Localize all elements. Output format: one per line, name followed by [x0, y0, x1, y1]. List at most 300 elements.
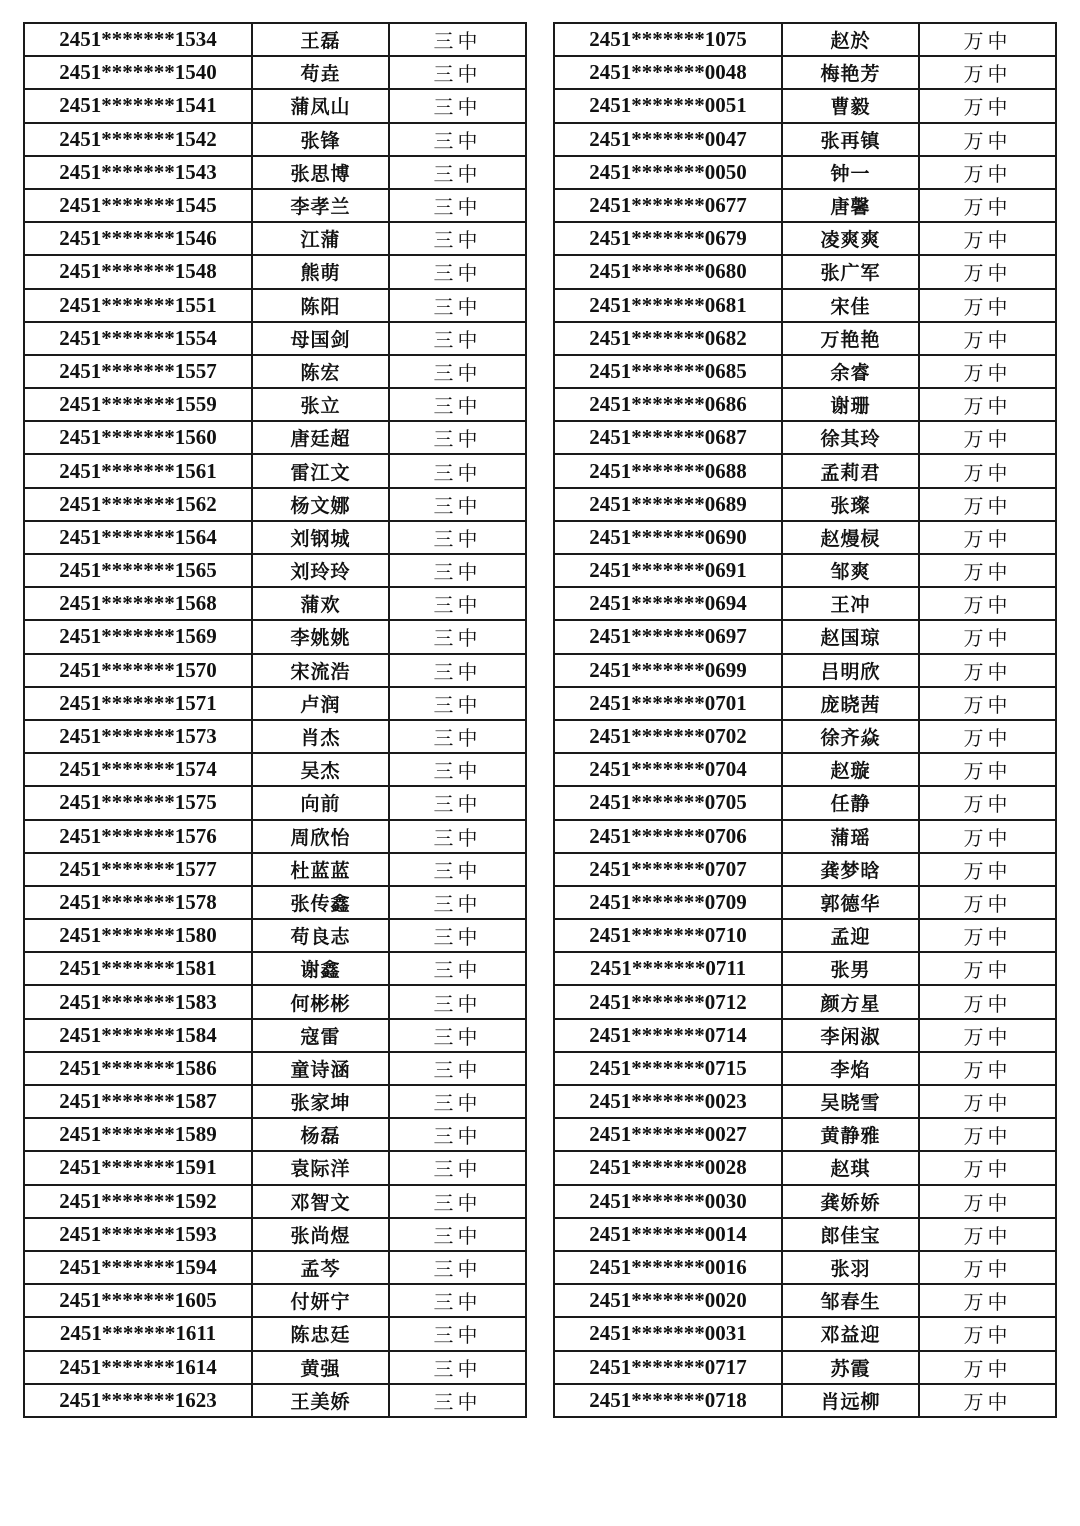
- school-cell: 三中: [389, 289, 526, 322]
- name-cell: 周欣怡: [252, 820, 389, 853]
- table-row: [554, 587, 1056, 620]
- table-row: [554, 1251, 1056, 1284]
- id-cell: 2451*******1623: [24, 1384, 252, 1417]
- table-row: [24, 853, 526, 886]
- name-cell: 凌爽爽: [782, 222, 919, 255]
- school-cell: 三中: [389, 1284, 526, 1317]
- table-row: [24, 753, 526, 786]
- school-cell: 万中: [919, 421, 1056, 454]
- school-cell: 万中: [919, 56, 1056, 89]
- table-row: [24, 1085, 526, 1118]
- id-cell: 2451*******0030: [554, 1185, 782, 1218]
- id-cell: 2451*******0709: [554, 886, 782, 919]
- id-cell: 2451*******0050: [554, 156, 782, 189]
- id-cell: 2451*******0691: [554, 554, 782, 587]
- id-cell: 2451*******1573: [24, 720, 252, 753]
- table-row: [554, 952, 1056, 985]
- school-cell: 三中: [389, 1019, 526, 1052]
- name-cell: 刘钢城: [252, 521, 389, 554]
- school-cell: 万中: [919, 1085, 1056, 1118]
- name-cell: 蒲瑶: [782, 820, 919, 853]
- table-row: [554, 255, 1056, 288]
- name-cell: 陈阳: [252, 289, 389, 322]
- table-row: [554, 355, 1056, 388]
- school-cell: 万中: [919, 952, 1056, 985]
- id-cell: 2451*******0707: [554, 853, 782, 886]
- name-cell: 徐其玲: [782, 421, 919, 454]
- id-cell: 2451*******1540: [24, 56, 252, 89]
- id-cell: 2451*******0014: [554, 1218, 782, 1251]
- name-cell: 张男: [782, 952, 919, 985]
- name-cell: 任静: [782, 786, 919, 819]
- table-row: [24, 919, 526, 952]
- school-cell: 三中: [389, 1052, 526, 1085]
- school-cell: 三中: [389, 23, 526, 56]
- name-cell: 母国剑: [252, 322, 389, 355]
- name-cell: 雷江文: [252, 454, 389, 487]
- school-cell: 万中: [919, 820, 1056, 853]
- name-cell: 张再镇: [782, 123, 919, 156]
- id-cell: 2451*******0711: [554, 952, 782, 985]
- id-cell: 2451*******0706: [554, 820, 782, 853]
- table-row: [24, 654, 526, 687]
- name-cell: 梅艳芳: [782, 56, 919, 89]
- name-cell: 谢鑫: [252, 952, 389, 985]
- id-cell: 2451*******1589: [24, 1118, 252, 1151]
- id-cell: 2451*******0016: [554, 1251, 782, 1284]
- table-row: [24, 322, 526, 355]
- id-cell: 2451*******1587: [24, 1085, 252, 1118]
- school-cell: 三中: [389, 919, 526, 952]
- school-cell: 三中: [389, 886, 526, 919]
- table-row: [554, 289, 1056, 322]
- table-row: [24, 952, 526, 985]
- table-row: [24, 189, 526, 222]
- school-cell: 三中: [389, 786, 526, 819]
- school-cell: 三中: [389, 1251, 526, 1284]
- id-cell: 2451*******0704: [554, 753, 782, 786]
- id-cell: 2451*******0690: [554, 521, 782, 554]
- table-row: [24, 687, 526, 720]
- id-cell: 2451*******0028: [554, 1151, 782, 1184]
- table-row: [24, 1118, 526, 1151]
- id-cell: 2451*******0677: [554, 189, 782, 222]
- school-cell: 万中: [919, 786, 1056, 819]
- school-cell: 万中: [919, 322, 1056, 355]
- name-cell: 刘玲玲: [252, 554, 389, 587]
- school-cell: 三中: [389, 322, 526, 355]
- name-cell: 赵熳棂: [782, 521, 919, 554]
- school-cell: 三中: [389, 1384, 526, 1417]
- id-cell: 2451*******1586: [24, 1052, 252, 1085]
- school-cell: 三中: [389, 156, 526, 189]
- id-cell: 2451*******1559: [24, 388, 252, 421]
- table-row: [554, 1185, 1056, 1218]
- table-row: [554, 919, 1056, 952]
- name-cell: 江蒲: [252, 222, 389, 255]
- table-row: [24, 355, 526, 388]
- table-row: [554, 189, 1056, 222]
- table-row: [554, 1317, 1056, 1350]
- school-cell: 万中: [919, 123, 1056, 156]
- name-cell: 王美娇: [252, 1384, 389, 1417]
- id-cell: 2451*******1578: [24, 886, 252, 919]
- name-cell: 黄强: [252, 1351, 389, 1384]
- school-cell: 三中: [389, 89, 526, 122]
- name-cell: 张羽: [782, 1251, 919, 1284]
- table-row: [24, 222, 526, 255]
- name-cell: 颜方星: [782, 985, 919, 1018]
- name-cell: 蒲凤山: [252, 89, 389, 122]
- id-cell: 2451*******1592: [24, 1185, 252, 1218]
- table-row: [554, 886, 1056, 919]
- name-cell: 杨文娜: [252, 488, 389, 521]
- id-cell: 2451*******0697: [554, 620, 782, 653]
- name-cell: 张传鑫: [252, 886, 389, 919]
- table-row: [554, 1351, 1056, 1384]
- school-cell: 万中: [919, 255, 1056, 288]
- name-cell: 陈宏: [252, 355, 389, 388]
- id-cell: 2451*******0712: [554, 985, 782, 1018]
- school-cell: 万中: [919, 488, 1056, 521]
- name-cell: 王冲: [782, 587, 919, 620]
- school-cell: 万中: [919, 1251, 1056, 1284]
- table-row: [24, 89, 526, 122]
- name-cell: 赵於: [782, 23, 919, 56]
- id-cell: 2451*******1577: [24, 853, 252, 886]
- name-cell: 庞晓茜: [782, 687, 919, 720]
- school-cell: 万中: [919, 919, 1056, 952]
- name-cell: 张立: [252, 388, 389, 421]
- school-cell: 三中: [389, 985, 526, 1018]
- name-cell: 邓益迎: [782, 1317, 919, 1350]
- school-cell: 三中: [389, 753, 526, 786]
- school-cell: 三中: [389, 1218, 526, 1251]
- table-row: [24, 1019, 526, 1052]
- name-cell: 陈忠廷: [252, 1317, 389, 1350]
- id-cell: 2451*******1569: [24, 620, 252, 653]
- id-cell: 2451*******1591: [24, 1151, 252, 1184]
- id-cell: 2451*******1545: [24, 189, 252, 222]
- school-cell: 万中: [919, 388, 1056, 421]
- id-cell: 2451*******1548: [24, 255, 252, 288]
- school-cell: 三中: [389, 853, 526, 886]
- name-cell: 肖远柳: [782, 1384, 919, 1417]
- id-cell: 2451*******1575: [24, 786, 252, 819]
- school-cell: 万中: [919, 521, 1056, 554]
- table-row: [24, 23, 526, 56]
- table-row: [24, 1284, 526, 1317]
- name-cell: 张璨: [782, 488, 919, 521]
- table-row: [24, 1052, 526, 1085]
- name-cell: 苏霞: [782, 1351, 919, 1384]
- name-cell: 向前: [252, 786, 389, 819]
- id-cell: 2451*******1583: [24, 985, 252, 1018]
- table-row: [554, 322, 1056, 355]
- table-row: [554, 454, 1056, 487]
- name-cell: 张广军: [782, 255, 919, 288]
- school-cell: 三中: [389, 620, 526, 653]
- school-cell: 三中: [389, 56, 526, 89]
- school-cell: 万中: [919, 1218, 1056, 1251]
- id-cell: 2451*******0689: [554, 488, 782, 521]
- left-roster-table: [23, 22, 527, 1418]
- table-row: [554, 985, 1056, 1018]
- school-cell: 万中: [919, 1284, 1056, 1317]
- id-cell: 2451*******1554: [24, 322, 252, 355]
- id-cell: 2451*******1584: [24, 1019, 252, 1052]
- school-cell: 万中: [919, 720, 1056, 753]
- table-row: [24, 886, 526, 919]
- table-row: [554, 820, 1056, 853]
- name-cell: 吕明欣: [782, 654, 919, 687]
- table-row: [554, 720, 1056, 753]
- name-cell: 孟迎: [782, 919, 919, 952]
- id-cell: 2451*******1564: [24, 521, 252, 554]
- id-cell: 2451*******0718: [554, 1384, 782, 1417]
- id-cell: 2451*******0699: [554, 654, 782, 687]
- name-cell: 杨磊: [252, 1118, 389, 1151]
- name-cell: 龚梦晗: [782, 853, 919, 886]
- school-cell: 万中: [919, 886, 1056, 919]
- name-cell: 李焰: [782, 1052, 919, 1085]
- table-row: [554, 156, 1056, 189]
- name-cell: 卢润: [252, 687, 389, 720]
- table-row: [24, 388, 526, 421]
- name-cell: 肖杰: [252, 720, 389, 753]
- name-cell: 付妍宁: [252, 1284, 389, 1317]
- school-cell: 万中: [919, 687, 1056, 720]
- table-row: [24, 554, 526, 587]
- table-row: [554, 222, 1056, 255]
- table-row: [554, 89, 1056, 122]
- school-cell: 三中: [389, 222, 526, 255]
- table-row: [554, 853, 1056, 886]
- name-cell: 邹爽: [782, 554, 919, 587]
- school-cell: 万中: [919, 222, 1056, 255]
- table-row: [24, 123, 526, 156]
- id-cell: 2451*******1557: [24, 355, 252, 388]
- id-cell: 2451*******0686: [554, 388, 782, 421]
- id-cell: 2451*******0688: [554, 454, 782, 487]
- id-cell: 2451*******0681: [554, 289, 782, 322]
- school-cell: 三中: [389, 1185, 526, 1218]
- id-cell: 2451*******0705: [554, 786, 782, 819]
- table-row: [24, 587, 526, 620]
- table-row: [554, 56, 1056, 89]
- table-row: [554, 786, 1056, 819]
- name-cell: 徐齐焱: [782, 720, 919, 753]
- id-cell: 2451*******1551: [24, 289, 252, 322]
- school-cell: 万中: [919, 1151, 1056, 1184]
- name-cell: 唐馨: [782, 189, 919, 222]
- id-cell: 2451*******0702: [554, 720, 782, 753]
- table-row: [24, 255, 526, 288]
- table-row: [554, 1218, 1056, 1251]
- id-cell: 2451*******1560: [24, 421, 252, 454]
- name-cell: 孟莉君: [782, 454, 919, 487]
- table-row: [554, 1118, 1056, 1151]
- school-cell: 三中: [389, 587, 526, 620]
- id-cell: 2451*******1594: [24, 1251, 252, 1284]
- table-row: [24, 786, 526, 819]
- table-row: [24, 620, 526, 653]
- id-cell: 2451*******1075: [554, 23, 782, 56]
- table-row: [554, 421, 1056, 454]
- id-cell: 2451*******0020: [554, 1284, 782, 1317]
- table-row: [554, 554, 1056, 587]
- school-cell: 万中: [919, 853, 1056, 886]
- table-row: [24, 985, 526, 1018]
- table-row: [24, 56, 526, 89]
- name-cell: 杜蓝蓝: [252, 853, 389, 886]
- table-row: [554, 388, 1056, 421]
- name-cell: 赵国琼: [782, 620, 919, 653]
- name-cell: 唐廷超: [252, 421, 389, 454]
- table-row: [554, 654, 1056, 687]
- table-row: [24, 1351, 526, 1384]
- school-cell: 万中: [919, 1185, 1056, 1218]
- table-row: [554, 521, 1056, 554]
- school-cell: 三中: [389, 554, 526, 587]
- id-cell: 2451*******0027: [554, 1118, 782, 1151]
- school-cell: 万中: [919, 454, 1056, 487]
- id-cell: 2451*******0714: [554, 1019, 782, 1052]
- id-cell: 2451*******0717: [554, 1351, 782, 1384]
- table-row: [554, 687, 1056, 720]
- id-cell: 2451*******1546: [24, 222, 252, 255]
- id-cell: 2451*******0051: [554, 89, 782, 122]
- id-cell: 2451*******1614: [24, 1351, 252, 1384]
- school-cell: 三中: [389, 720, 526, 753]
- table-row: [24, 1218, 526, 1251]
- school-cell: 万中: [919, 654, 1056, 687]
- name-cell: 童诗涵: [252, 1052, 389, 1085]
- id-cell: 2451*******1541: [24, 89, 252, 122]
- school-cell: 三中: [389, 1085, 526, 1118]
- name-cell: 何彬彬: [252, 985, 389, 1018]
- name-cell: 钟一: [782, 156, 919, 189]
- school-cell: 三中: [389, 355, 526, 388]
- table-row: [24, 820, 526, 853]
- school-cell: 三中: [389, 454, 526, 487]
- school-cell: 三中: [389, 1118, 526, 1151]
- id-cell: 2451*******1581: [24, 952, 252, 985]
- name-cell: 赵璇: [782, 753, 919, 786]
- school-cell: 三中: [389, 1351, 526, 1384]
- id-cell: 2451*******1576: [24, 820, 252, 853]
- name-cell: 曹毅: [782, 89, 919, 122]
- school-cell: 三中: [389, 189, 526, 222]
- id-cell: 2451*******0710: [554, 919, 782, 952]
- name-cell: 吴杰: [252, 753, 389, 786]
- school-cell: 三中: [389, 1151, 526, 1184]
- id-cell: 2451*******0701: [554, 687, 782, 720]
- school-cell: 三中: [389, 654, 526, 687]
- table-row: [24, 289, 526, 322]
- name-cell: 苟垚: [252, 56, 389, 89]
- id-cell: 2451*******1568: [24, 587, 252, 620]
- id-cell: 2451*******0680: [554, 255, 782, 288]
- table-row: [554, 1052, 1056, 1085]
- table-row: [554, 23, 1056, 56]
- school-cell: 万中: [919, 289, 1056, 322]
- table-row: [24, 1185, 526, 1218]
- table-row: [24, 1317, 526, 1350]
- name-cell: 郎佳宝: [782, 1218, 919, 1251]
- id-cell: 2451*******0715: [554, 1052, 782, 1085]
- table-row: [554, 1284, 1056, 1317]
- id-cell: 2451*******0685: [554, 355, 782, 388]
- name-cell: 王磊: [252, 23, 389, 56]
- id-cell: 2451*******0682: [554, 322, 782, 355]
- id-cell: 2451*******0023: [554, 1085, 782, 1118]
- name-cell: 熊萌: [252, 255, 389, 288]
- id-cell: 2451*******1570: [24, 654, 252, 687]
- school-cell: 万中: [919, 620, 1056, 653]
- table-row: [554, 123, 1056, 156]
- name-cell: 余睿: [782, 355, 919, 388]
- name-cell: 黄静雅: [782, 1118, 919, 1151]
- school-cell: 万中: [919, 89, 1056, 122]
- name-cell: 张家坤: [252, 1085, 389, 1118]
- id-cell: 2451*******1580: [24, 919, 252, 952]
- school-cell: 万中: [919, 554, 1056, 587]
- table-row: [24, 521, 526, 554]
- table-row: [554, 488, 1056, 521]
- school-cell: 三中: [389, 388, 526, 421]
- school-cell: 万中: [919, 753, 1056, 786]
- table-row: [24, 720, 526, 753]
- right-roster-body: [554, 23, 1056, 1417]
- school-cell: 三中: [389, 820, 526, 853]
- table-row: [24, 421, 526, 454]
- name-cell: 李闲淑: [782, 1019, 919, 1052]
- id-cell: 2451*******1611: [24, 1317, 252, 1350]
- name-cell: 袁际洋: [252, 1151, 389, 1184]
- table-row: [554, 1384, 1056, 1417]
- name-cell: 苟良志: [252, 919, 389, 952]
- name-cell: 吴晓雪: [782, 1085, 919, 1118]
- id-cell: 2451*******0687: [554, 421, 782, 454]
- id-cell: 2451*******0031: [554, 1317, 782, 1350]
- school-cell: 三中: [389, 255, 526, 288]
- name-cell: 邓智文: [252, 1185, 389, 1218]
- name-cell: 张思博: [252, 156, 389, 189]
- table-row: [554, 1085, 1056, 1118]
- school-cell: 万中: [919, 1118, 1056, 1151]
- name-cell: 李孝兰: [252, 189, 389, 222]
- school-cell: 三中: [389, 952, 526, 985]
- name-cell: 邹春生: [782, 1284, 919, 1317]
- table-row: [24, 1384, 526, 1417]
- table-row: [554, 1019, 1056, 1052]
- id-cell: 2451*******0694: [554, 587, 782, 620]
- name-cell: 寇雷: [252, 1019, 389, 1052]
- left-roster-body: [24, 23, 526, 1417]
- school-cell: 万中: [919, 156, 1056, 189]
- school-cell: 万中: [919, 587, 1056, 620]
- school-cell: 三中: [389, 421, 526, 454]
- name-cell: 宋流浩: [252, 654, 389, 687]
- id-cell: 2451*******1565: [24, 554, 252, 587]
- name-cell: 宋佳: [782, 289, 919, 322]
- name-cell: 龚娇娇: [782, 1185, 919, 1218]
- id-cell: 2451*******1593: [24, 1218, 252, 1251]
- table-row: [24, 454, 526, 487]
- id-cell: 2451*******0679: [554, 222, 782, 255]
- school-cell: 万中: [919, 1351, 1056, 1384]
